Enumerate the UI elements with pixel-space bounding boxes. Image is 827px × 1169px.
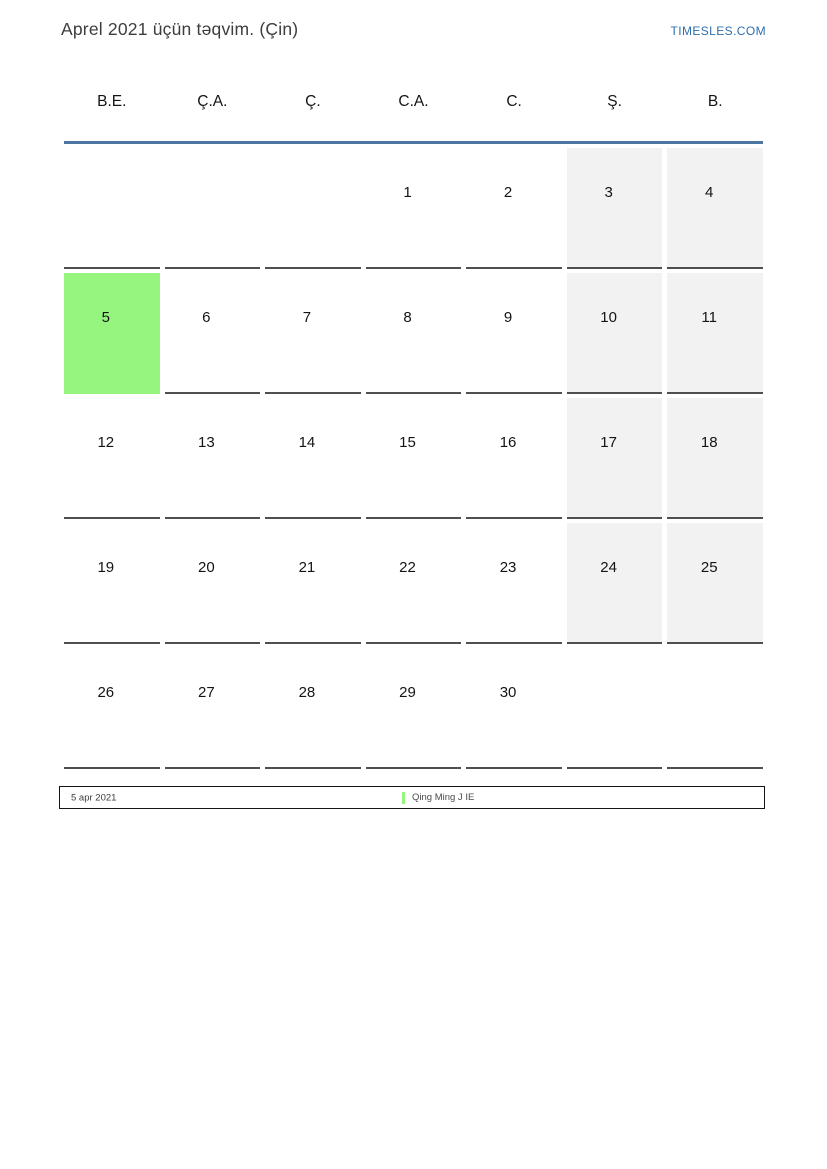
holiday-entry <box>402 792 474 804</box>
day-number: 12 <box>97 434 115 451</box>
day-number: 25 <box>700 559 718 576</box>
day-number: 9 <box>503 309 513 326</box>
page-title: Aprel 2021 üçün təqvim. (Çin) <box>61 19 299 39</box>
day-number: 20 <box>198 559 215 576</box>
day-number: 1 <box>403 184 412 201</box>
day-header-4: C.A. <box>398 93 429 110</box>
day-cell-1 <box>366 148 462 269</box>
day-header-7: B. <box>707 93 723 110</box>
day-header-1: B.E. <box>97 93 127 110</box>
day-number: 5 <box>101 309 110 326</box>
day-cell-12 <box>64 398 160 519</box>
day-cell-10 <box>567 273 663 394</box>
day-cell-3 <box>567 148 663 269</box>
day-cell-22 <box>366 523 462 644</box>
day-cell-23 <box>466 523 562 644</box>
day-cell-26 <box>64 648 160 769</box>
legend-date: 5 apr 2021 <box>71 792 117 803</box>
day-number: 14 <box>298 434 316 451</box>
day-number: 17 <box>600 434 617 451</box>
day-header-2: Ç.A. <box>197 93 228 110</box>
day-number: 2 <box>503 184 513 201</box>
day-cell-25 <box>667 523 763 644</box>
day-number: 30 <box>499 684 517 701</box>
day-cell-16 <box>466 398 562 519</box>
day-cell-7 <box>265 273 361 394</box>
legend-box <box>59 786 765 809</box>
day-number: 8 <box>403 309 412 326</box>
day-cell-19 <box>64 523 160 644</box>
day-cell-13 <box>165 398 261 519</box>
day-number: 23 <box>499 559 517 576</box>
calendar-grid <box>64 148 763 769</box>
day-cell-11 <box>667 273 763 394</box>
site-link[interactable]: TIMESLES.COM <box>670 24 766 38</box>
day-number: 26 <box>97 684 115 701</box>
calendar <box>64 85 763 769</box>
day-cell-29 <box>366 648 462 769</box>
day-number: 6 <box>202 309 211 326</box>
day-cell-27 <box>165 648 261 769</box>
day-header-6: Ş. <box>607 93 622 110</box>
day-number: 15 <box>399 434 416 451</box>
day-number: 21 <box>298 559 316 576</box>
holiday-marker-icon <box>402 792 405 804</box>
day-cell-21 <box>265 523 361 644</box>
day-number: 22 <box>399 559 416 576</box>
day-cell-empty <box>165 148 261 269</box>
day-cell-9 <box>466 273 562 394</box>
day-cell-18 <box>667 398 763 519</box>
day-cell-empty <box>265 148 361 269</box>
day-cell-empty <box>667 648 763 769</box>
day-cell-8 <box>366 273 462 394</box>
day-number: 7 <box>302 309 312 326</box>
day-header-row <box>64 85 763 144</box>
day-cell-28 <box>265 648 361 769</box>
day-number: 27 <box>198 684 215 701</box>
day-cell-2 <box>466 148 562 269</box>
day-cell-15 <box>366 398 462 519</box>
day-cell-14 <box>265 398 361 519</box>
day-cell-empty <box>567 648 663 769</box>
day-header-5: C. <box>506 93 522 110</box>
day-number: 13 <box>198 434 215 451</box>
holiday-label: Qing Ming J IE <box>412 792 475 803</box>
day-number: 29 <box>399 684 416 701</box>
day-number: 28 <box>298 684 316 701</box>
day-number: 11 <box>701 309 717 326</box>
day-number: 3 <box>604 184 613 201</box>
day-cell-empty <box>64 148 160 269</box>
day-cell-24 <box>567 523 663 644</box>
day-number: 18 <box>700 434 718 451</box>
day-cell-17 <box>567 398 663 519</box>
day-cell-6 <box>165 273 261 394</box>
day-cell-20 <box>165 523 261 644</box>
day-cell-4 <box>667 148 763 269</box>
day-cell-5 <box>64 273 160 394</box>
day-number: 10 <box>600 309 617 326</box>
day-cell-30 <box>466 648 562 769</box>
day-number: 19 <box>97 559 115 576</box>
day-number: 4 <box>705 184 714 201</box>
day-number: 16 <box>499 434 517 451</box>
day-header-3: Ç. <box>305 93 321 110</box>
day-number: 24 <box>600 559 617 576</box>
